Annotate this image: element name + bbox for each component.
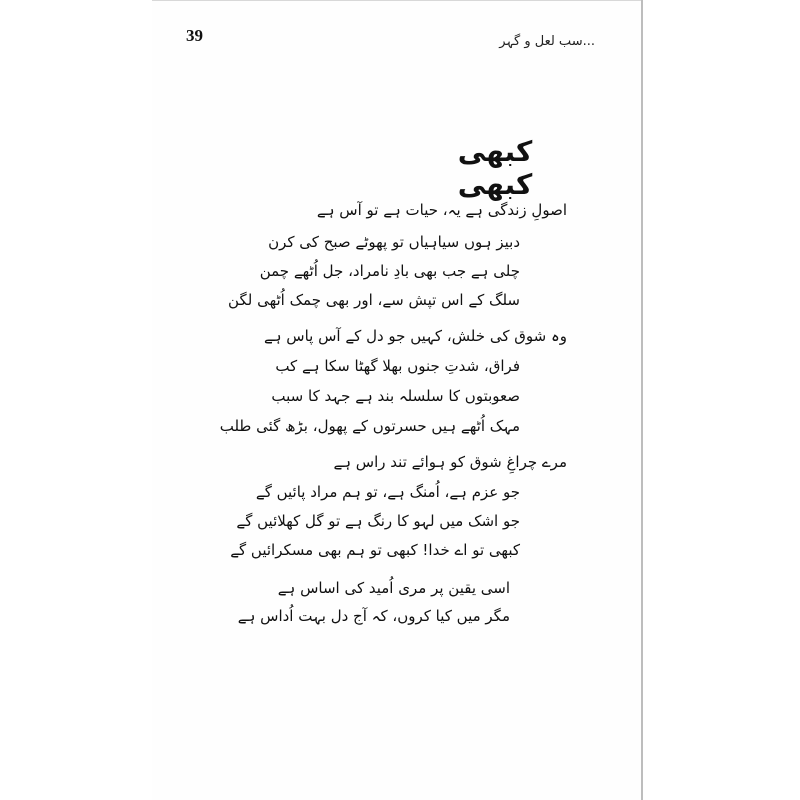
poem-line: سلگ کے اس تپش سے، اور بھی چمک اُٹھی لگن <box>228 291 520 309</box>
poem-line: مرے چراغِ شوق کو ہوائے تند راس ہے <box>333 453 567 471</box>
poem-line: اصولِ زندگی ہے یہ، حیات ہے تو آس ہے <box>316 201 567 219</box>
poem-line: مہک اُٹھے ہیں حسرتوں کے پھول، بڑھ گئی طلب <box>219 417 520 435</box>
page-right-border <box>641 0 643 800</box>
poem-line: جو عزم ہے، اُمنگ ہے، تو ہم مراد پائیں گے <box>255 483 520 501</box>
poem-line: وہ شوق کی خلش، کہیں جو دل کے آس پاس ہے <box>263 327 567 345</box>
poem-line: جو اشک میں لہو کا رنگ ہے تو گل کھلائیں گے <box>236 512 520 530</box>
poem-line: مگر میں کیا کروں، کہ آج دل بہت اُداس ہے <box>237 607 510 625</box>
poem-line: دبیز ہوں سیاہیاں تو پھوٹے صبح کی کرن <box>268 233 520 251</box>
poem-line: صعوبتوں کا سلسلہ بند ہے جہد کا سبب <box>271 387 520 405</box>
page-top-border <box>152 0 642 1</box>
running-header: ...سب لعل و گہر <box>499 34 595 49</box>
poem-title: کبھی کبھی <box>457 135 533 201</box>
page-number: 39 <box>186 26 203 45</box>
poem-line: فراق، شدتِ جنوں بھلا گھٹا سکا ہے کب <box>275 357 520 375</box>
poem-line: کبھی تو اے خدا! کبھی تو ہم بھی مسکرائیں گے <box>230 541 520 559</box>
poem-line: اسی یقین پر مری اُمید کی اساس ہے <box>277 579 510 597</box>
poem-line: چلی ہے جب بھی بادِ نامراد، جل اُٹھے چمن <box>259 262 520 280</box>
